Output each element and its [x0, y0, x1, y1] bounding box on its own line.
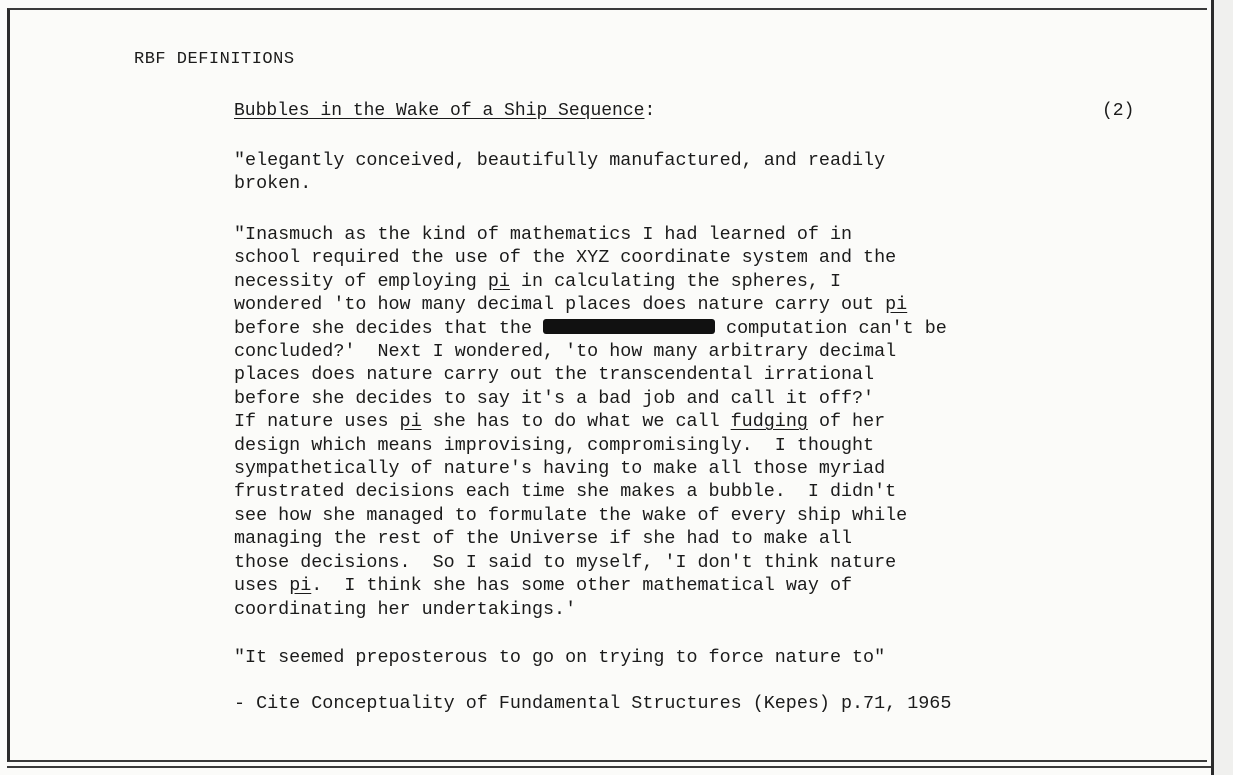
entry-title-text: Bubbles in the Wake of a Ship Sequence	[234, 101, 645, 121]
text-line: places does nature carry out the transcendental irrational	[234, 364, 875, 386]
text-line: of her	[807, 411, 886, 433]
quote-paragraph-1	[234, 149, 885, 196]
text-line: design which means improvising, compromisingly. I thought	[234, 434, 875, 456]
text-line: sympathetically of nature's having to make all those myriad	[234, 458, 886, 480]
underlined-pi: pi	[399, 411, 422, 433]
text-line: before she decides that the	[234, 317, 544, 339]
text-line: she has to do what we call	[421, 411, 731, 433]
quote-paragraph-2	[234, 223, 947, 621]
text-line: . I think she has some other mathematical way of	[311, 575, 853, 597]
text-line: concluded?' Next I wondered, 'to how many arbitrary decimal	[234, 341, 897, 363]
text-line: "Inasmuch as the kind of mathematics I had learned of in	[234, 224, 853, 245]
text-line: frustrated decisions each time she makes a bubble. I didn't	[234, 481, 897, 503]
entry-title-colon: :	[644, 101, 656, 121]
card-bottom-rule	[7, 766, 1211, 768]
text-line: wondered 'to how many decimal places does nature carry out	[234, 294, 886, 316]
text-line: school required the use of the XYZ coordinate system and the	[234, 247, 897, 269]
entry-title	[234, 101, 655, 121]
card-category-label: RBF DEFINITIONS	[134, 50, 295, 69]
redaction-bar	[543, 319, 715, 334]
text-line: see how she managed to formulate the wake of every ship while	[234, 504, 908, 526]
text-line: "elegantly conceived, beautifully manufactured, and readily	[234, 150, 886, 171]
citation-line: - Cite Conceptuality of Fundamental Structures (Kepes) p.71, 1965	[234, 693, 952, 714]
text-line: computation can't be	[715, 317, 947, 339]
underlined-pi: pi	[885, 294, 908, 316]
scan-edge-strip	[1211, 0, 1233, 775]
text-line: those decisions. So I said to myself, 'I don't think nature	[234, 551, 897, 573]
text-line: managing the rest of the Universe if she had to make all	[234, 528, 853, 550]
quote-paragraph-3: "It seemed preposterous to go on trying to force nature to"	[234, 647, 886, 668]
text-line: If nature uses	[234, 411, 400, 433]
underlined-pi: pi	[289, 575, 312, 597]
underlined-fudging: fudging	[730, 411, 808, 433]
text-line: coordinating her undertakings.'	[234, 598, 577, 620]
text-line: broken.	[234, 173, 312, 195]
underlined-pi: pi	[487, 270, 510, 292]
text-line: in calculating the spheres, I	[509, 270, 842, 292]
card-page-number: (2)	[1102, 101, 1135, 121]
text-line: necessity of employing	[234, 270, 488, 292]
text-line: before she decides to say it's a bad job and call it off?'	[234, 387, 875, 409]
text-line: uses	[234, 575, 290, 597]
